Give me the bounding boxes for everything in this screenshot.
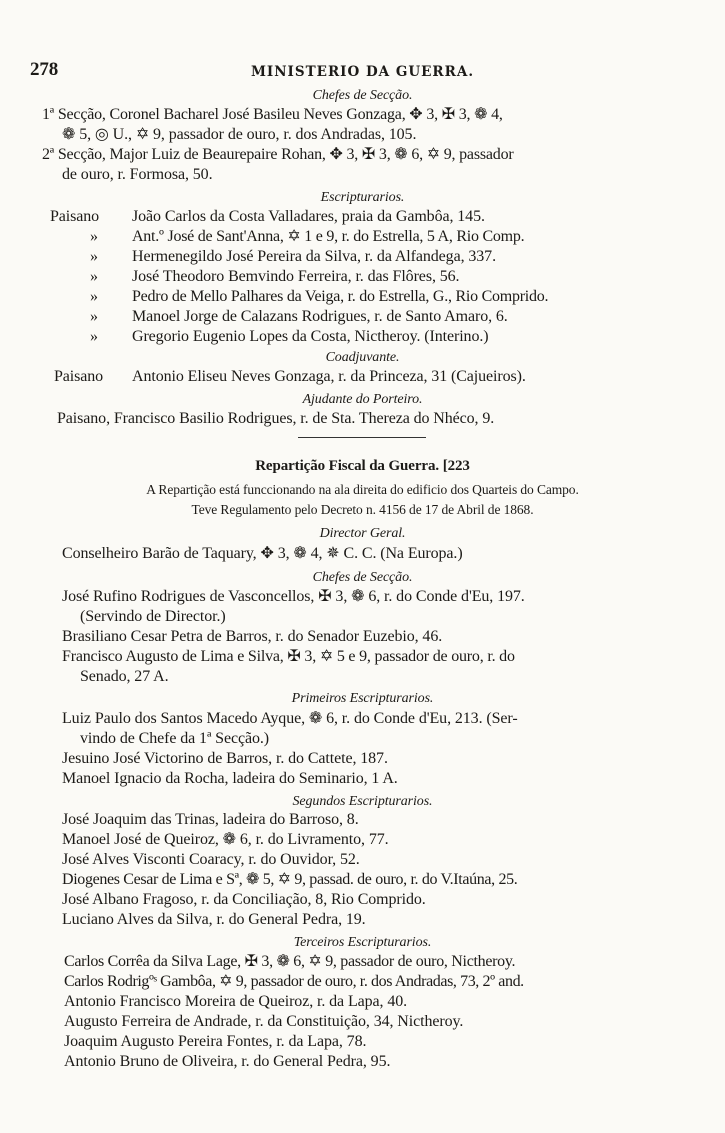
section-heading: Terceiros Escripturarios. <box>293 935 432 950</box>
entry-line: Brasiliano Cesar Petra de Barros, r. do Senador Euzebio, 46. <box>62 628 443 645</box>
entry-line: Jesuino José Victorino de Barros, r. do Cattete, 187. <box>62 750 388 767</box>
entry-line: Antonio Francisco Moreira de Queiroz, r. da Lapa, 40. <box>64 993 408 1010</box>
ditto-mark: » <box>90 228 98 245</box>
entry-line: Gregorio Eugenio Lopes da Costa, Nictheroy. (Interino.) <box>132 328 489 345</box>
entry-line: Manoel Ignacio da Rocha, ladeira do Seminario, 1 A. <box>62 770 398 787</box>
entry-line: Antonio Eliseu Neves Gonzaga, r. da Princeza, 31 (Cajueiros). <box>132 368 526 385</box>
section-heading: Segundos Escripturarios. <box>292 794 433 809</box>
entry-line: Manoel José de Queiroz, ❁ 6, r. do Livramento, 77. <box>62 831 389 848</box>
section-heading: Ajudante do Porteiro. <box>302 392 423 407</box>
entry-line: Augusto Ferreira de Andrade, r. da Constituição, 34, Nictheroy. <box>64 1013 464 1030</box>
ditto-mark: » <box>90 248 98 265</box>
entry-line: Senado, 27 A. <box>80 668 169 685</box>
ditto-mark: » <box>90 328 98 345</box>
entry-line: José Joaquim das Trinas, ladeira do Barroso, 8. <box>62 811 359 828</box>
section-heading: Escripturarios. <box>320 190 405 205</box>
entry-line: Joaquim Augusto Pereira Fontes, r. da Lapa, 78. <box>64 1033 367 1050</box>
entry-label: Paisano <box>54 368 104 385</box>
entry-line: Antonio Bruno de Oliveira, r. do General Pedra, 95. <box>64 1053 391 1070</box>
section-heading: Chefes de Secção. <box>312 88 413 103</box>
ditto-mark: » <box>90 268 98 285</box>
entry-line: Manoel Jorge de Calazans Rodrigues, r. de Santo Amaro, 6. <box>132 308 508 325</box>
entry-line: Hermenegildo José Pereira da Silva, r. da Alfandega, 337. <box>132 248 496 265</box>
entry-line: 2ª Secção, Major Luiz de Beaurepaire Rohan, ✥ 3, ✠ 3, ❁ 6, ✡ 9, passador <box>42 146 514 163</box>
entry-line: José Alves Visconti Coaracy, r. do Ouvidor, 52. <box>62 851 360 868</box>
entry-line: Diogenes Cesar de Lima e Sª, ❁ 5, ✡ 9, passad. de ouro, r. do V.Itaúna, 25. <box>62 871 518 888</box>
intro-line: A Repartição está funccionando na ala direita do edificio dos Quarteis do Campo. <box>146 482 579 497</box>
entry-line: José Albano Fragoso, r. da Conciliação, 8, Rio Comprido. <box>62 891 426 908</box>
entry-line: (Servindo de Director.) <box>80 608 226 625</box>
entry-line: 1ª Secção, Coronel Bacharel José Basileu Neves Gonzaga, ✥ 3, ✠ 3, ❁ 4, <box>42 106 503 123</box>
ditto-mark: » <box>90 308 98 325</box>
entry-line: vindo de Chefe da 1ª Secção.) <box>80 730 269 747</box>
entry-line: de ouro, r. Formosa, 50. <box>62 166 213 183</box>
entry-line: Conselheiro Barão de Taquary, ✥ 3, ❁ 4, ✵ C. C. (Na Europa.) <box>62 545 463 562</box>
entry-label: Paisano <box>50 208 100 225</box>
entry-line: Pedro de Mello Palhares da Veiga, r. do Estrella, G., Rio Comprido. <box>132 288 549 305</box>
ditto-mark: » <box>90 288 98 305</box>
entry-line: Francisco Augusto de Lima e Silva, ✠ 3, ✡ 5 e 9, passador de ouro, r. do <box>62 648 515 665</box>
entry-line: José Rufino Rodrigues de Vasconcellos, ✠ 3, ❁ 6, r. do Conde d'Eu, 197. <box>62 588 525 605</box>
entry-line: Luiz Paulo dos Santos Macedo Ayque, ❁ 6, r. do Conde d'Eu, 213. (Ser- <box>62 710 518 727</box>
regulamento-line: Teve Regulamento pelo Decreto n. 4156 de 17 de Abril de 1868. <box>191 502 534 517</box>
section-heading: Coadjuvante. <box>325 350 400 365</box>
entry-line: Paisano, Francisco Basilio Rodrigues, r. de Sta. Thereza do Nhéco, 9. <box>57 410 495 427</box>
entry-line: Carlos Rodrigºˢ Gambôa, ✡ 9, passador de ouro, r. dos Andradas, 73, 2º and. <box>64 973 524 990</box>
section-heading: Primeiros Escripturarios. <box>291 691 434 706</box>
divider <box>298 437 426 438</box>
page-number: 278 <box>30 59 59 80</box>
page-header-title: MINISTERIO DA GUERRA. <box>250 64 475 80</box>
entry-line: Luciano Alves da Silva, r. do General Pedra, 19. <box>62 911 366 928</box>
entry-line: João Carlos da Costa Valladares, praia da Gambôa, 145. <box>132 208 485 225</box>
entry-line: ❁ 5, ◎ U., ✡ 9, passador de ouro, r. dos Andradas, 105. <box>62 126 417 143</box>
entry-line: Carlos Corrêa da Silva Lage, ✠ 3, ❁ 6, ✡ 9, passador de ouro, Nictheroy. <box>64 953 516 970</box>
section-heading: Chefes de Secção. <box>312 570 413 585</box>
entry-line: Ant.º José de Sant'Anna, ✡ 1 e 9, r. do Estrella, 5 A, Rio Comp. <box>132 228 525 245</box>
section-title-text: Repartição Fiscal da Guerra. <box>255 458 440 474</box>
section-ref: [223 <box>442 458 470 474</box>
section-heading: Director Geral. <box>319 526 406 541</box>
section-title <box>0 456 725 476</box>
entry-line: José Theodoro Bemvindo Ferreira, r. das Flôres, 56. <box>132 268 460 285</box>
